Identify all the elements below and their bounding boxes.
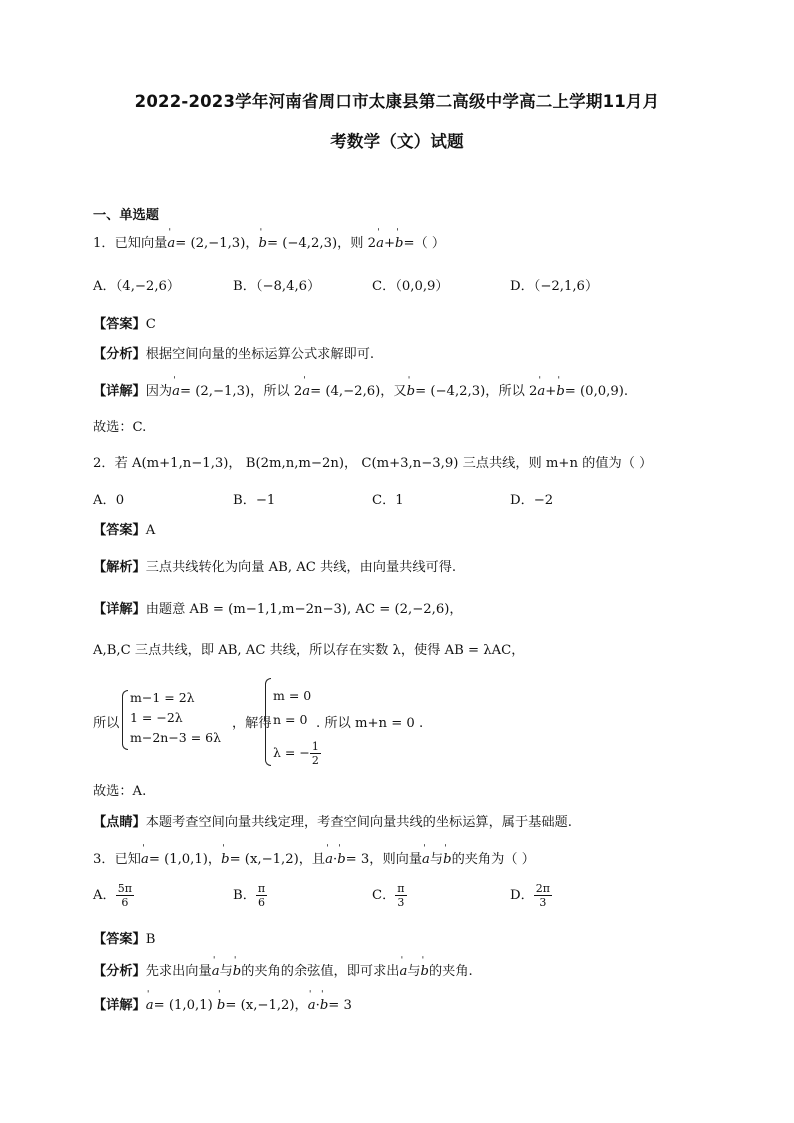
q1-option-c: C．（0,0,9） xyxy=(372,279,449,294)
left-brace-icon xyxy=(265,678,271,766)
q1-option-d: D．（−2,1,6） xyxy=(510,279,599,294)
q1-conclusion: 故选：C. xyxy=(93,420,147,435)
q2-stem: 2．若 A(m+1,n−1,3)， B(2m,n,m−2n)， C(m+3,n−3,9) 三点共线，则 m+n 的值为（ ） xyxy=(93,456,653,471)
section-heading: 一、单选题 xyxy=(93,208,159,223)
q2-analysis: 【解析】三点共线转化为向量 AB, AC 共线，由向量共线可得. xyxy=(93,560,457,575)
q3-option-c: C． $\frac{\pi}{3}$ xyxy=(372,882,405,909)
q2-solution-system: m = 0 n = 0 λ = − $\frac{1}{2}$ xyxy=(265,678,325,766)
q3-option-a: A． $\frac{5\pi}{6}$ xyxy=(93,882,132,909)
q2-option-b: B．−1 xyxy=(233,493,276,508)
q3-analysis: 【分析】先求出向量ˈ a与ˈ b的夹角的余弦值，即可求出ˈ a与ˈ b的夹角. xyxy=(93,960,473,979)
left-brace-icon xyxy=(122,690,128,750)
q2-equation-system: m−1 = 2λ 1 = −2λ m−2n−3 = 6λ xyxy=(122,690,232,750)
q3-detail: 【详解】ˈ a= (1,0,1) ˈ b= (x,−1,2)，ˈ a·ˈ b= 3 xyxy=(93,994,352,1013)
q1-stem: 1．已知向量ˈ a= (2,−1,3)，ˈ b= (−4,2,3)，则 2ˈ a+ˈ b=（ ） xyxy=(93,232,445,251)
title-line-1: 2022-2023学年河南省周口市太康县第二高级中学高二上学期11月月 xyxy=(134,92,660,111)
title-line-2: 考数学（文）试题 xyxy=(330,132,464,151)
q2-detail-2: A,B,C 三点共线，即 AB, AC 共线，所以存在实数 λ，使得 AB = λAC， xyxy=(93,643,525,658)
q2-comment: 【点睛】本题考查空间向量共线定理，考查空间向量共线的坐标运算，属于基础题. xyxy=(93,815,572,830)
q2-solve-label: ，解得 xyxy=(232,716,272,731)
q2-detail-1: 【详解】由题意 AB = (m−1,1,m−2n−3), AC = (2,−2,6)， xyxy=(93,602,463,617)
q3-option-d: D． $\frac{2\pi}{3}$ xyxy=(510,882,550,909)
q3-answer: 【答案】B xyxy=(93,932,156,947)
q2-option-c: C．1 xyxy=(372,493,404,508)
q3-option-b: B． $\frac{\pi}{6}$ xyxy=(233,882,266,909)
q2-option-a: A．0 xyxy=(93,493,125,508)
q2-so-label: 所以 xyxy=(93,716,120,731)
q2-result: . 所以 m+n = 0 . xyxy=(316,716,424,731)
q1-option-a: A．（4,−2,6） xyxy=(93,279,181,294)
q1-option-b: B．（−8,4,6） xyxy=(233,279,321,294)
q2-option-d: D．−2 xyxy=(510,493,554,508)
q1-analysis: 【分析】根据空间向量的坐标运算公式求解即可. xyxy=(93,347,375,362)
q1-answer: 【答案】C xyxy=(93,317,156,332)
q1-detail: 【详解】因为ˈ a= (2,−1,3)，所以 2ˈ a= (4,−2,6)，又ˈ b= (−4,2,3)，所以 2ˈ a+ˈ b= (0,0,9). xyxy=(93,380,628,399)
q2-conclusion: 故选：A. xyxy=(93,784,147,799)
q3-stem: 3．已知ˈ a= (1,0,1)，ˈ b= (x,−1,2)，且ˈ a·ˈ b= 3，则向量ˈ a与ˈ b的夹角为（ ） xyxy=(93,848,535,867)
q2-answer: 【答案】A xyxy=(93,523,156,538)
